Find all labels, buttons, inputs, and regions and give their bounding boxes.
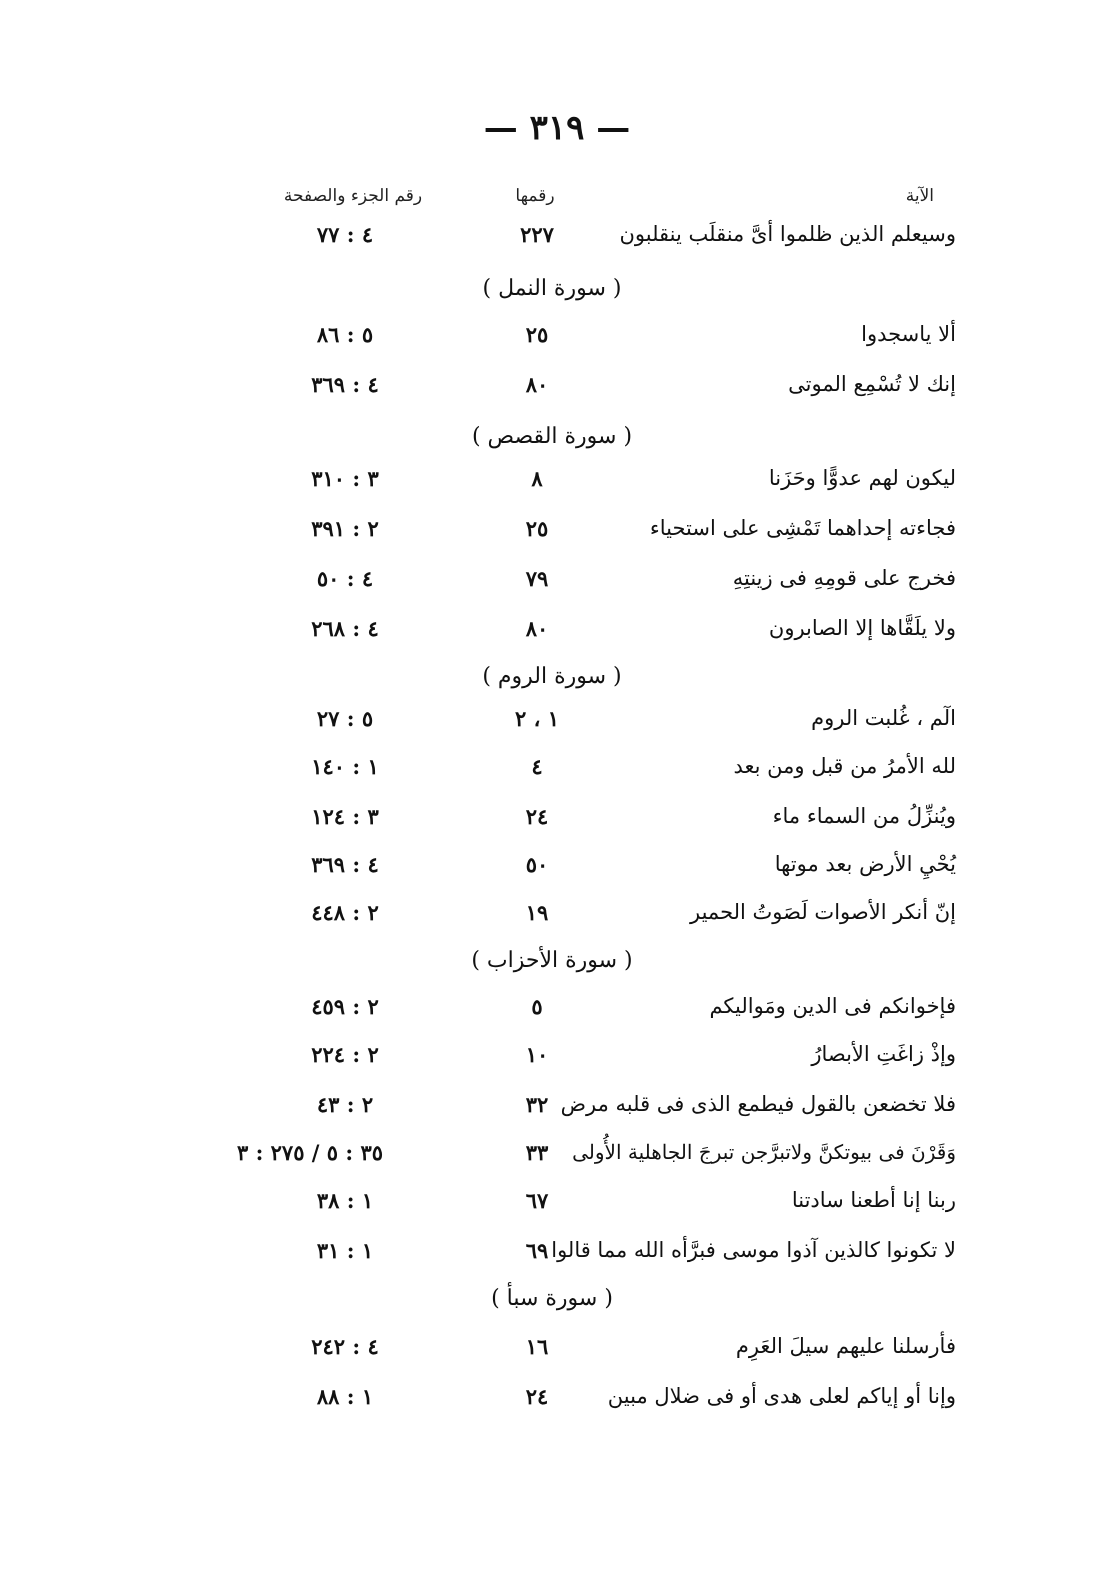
surah-title: ( سورة القصص ) [471, 424, 633, 449]
verse-number: ٦٩ [525, 1238, 549, 1263]
verse-number: ٢٢٧ [520, 222, 554, 247]
table-row [0, 516, 1114, 556]
header-number: رقمها [515, 186, 555, 206]
volume-page-reference: ٤ : ٣٦٩ [311, 852, 379, 877]
surah-heading [0, 664, 1114, 704]
volume-page-reference: ١ : ٣١ [316, 1238, 374, 1263]
volume-page-reference: ٢ : ٤٣ [316, 1092, 374, 1117]
surah-title: ( سورة النمل ) [482, 276, 622, 301]
verse-text: ولا يلَقَّاها إلا الصابرون [768, 616, 956, 640]
volume-page-reference: ٤ : ٢٦٨ [311, 616, 379, 641]
verse-text: لا تكونوا كالذين آذوا موسى فبرَّأه الله مما قالوا [551, 1238, 956, 1262]
verse-text: فخرج على قومِهِ فى زينتِهِ [732, 566, 956, 590]
volume-page-reference: ٤ : ٣٦٩ [311, 372, 379, 397]
volume-page-reference: ١ : ١٤٠ [311, 754, 379, 779]
surah-heading [0, 1286, 1114, 1326]
verse-number: ٨ [531, 466, 543, 491]
volume-page-reference: ٥ : ٨٦ [316, 322, 374, 347]
table-row [0, 1042, 1114, 1082]
verse-text: وَقَرْنَ فى بيوتكنَّ ولاتبرَّجن تبرجَ الجاهلية الأُولى [572, 1140, 956, 1164]
verse-number: ٨٠ [525, 616, 549, 641]
verse-number: ١٦ [525, 1334, 549, 1359]
page-number: — ٣١٩ — [483, 108, 631, 148]
surah-title: ( سورة الروم ) [482, 664, 622, 689]
table-row [0, 852, 1114, 892]
table-row [0, 754, 1114, 794]
surah-title: ( سورة سبأ ) [491, 1286, 613, 1311]
volume-page-reference: ١ : ٨٨ [316, 1384, 374, 1409]
verse-number: ٦٧ [525, 1188, 549, 1213]
volume-page-reference: ٣ : ١٢٤ [311, 804, 379, 829]
table-row [0, 466, 1114, 506]
surah-title: ( سورة الأحزاب ) [471, 948, 633, 973]
volume-page-reference: ٥ : ٢٧ [316, 706, 374, 731]
verse-text: فأرسلنا عليهم سيلَ العَرِم [735, 1334, 956, 1358]
verse-number: ٢٤ [525, 1384, 549, 1409]
verse-text: فلا تخضعن بالقول فيطمع الذى فى قلبه مرض [560, 1092, 956, 1116]
verse-number: ١ ، ٢ [515, 706, 559, 731]
table-row [0, 616, 1114, 656]
table-row [0, 566, 1114, 606]
verse-number: ٥٠ [525, 852, 549, 877]
verse-number: ٥ [531, 994, 543, 1019]
table-row [0, 804, 1114, 844]
surah-heading [0, 424, 1114, 464]
verse-text: لله الأمرُ من قبل ومن بعد [733, 754, 956, 778]
verse-number: ٣٣ [525, 1140, 549, 1165]
table-row [0, 706, 1114, 746]
table-row [0, 1188, 1114, 1228]
volume-page-reference: ٢ : ٤٥٩ [311, 994, 379, 1019]
verse-number: ٨٠ [525, 372, 549, 397]
volume-page-reference: ٣٥ : ٥ / ٢٧٥ : ٣ [236, 1140, 383, 1165]
verse-number: ٢٥ [525, 516, 549, 541]
volume-page-reference: ١ : ٣٨ [316, 1188, 374, 1213]
verse-number: ٤ [531, 754, 543, 779]
table-row [0, 994, 1114, 1034]
verse-number: ١٠ [525, 1042, 549, 1067]
verse-text: يُحْيِ الأرض بعد موتها [774, 852, 956, 876]
verse-text: ربنا إنا أطعنا سادتنا [791, 1188, 956, 1212]
volume-page-reference: ٢ : ٤٤٨ [311, 900, 379, 925]
table-row [0, 1334, 1114, 1374]
volume-page-reference: ٢ : ٢٢٤ [311, 1042, 379, 1067]
verse-text: ألا ياسجدوا [861, 322, 956, 346]
surah-heading [0, 276, 1114, 316]
verse-text: وإنا أو إياكم لعلى هدى أو فى ضلال مبين [607, 1384, 956, 1408]
verse-text: وسيعلم الذين ظلموا أىَّ منقلَب ينقلبون [619, 222, 956, 246]
verse-text: إنّ أنكر الأصوات لَصَوتُ الحمير [690, 900, 956, 924]
table-row [0, 1384, 1114, 1424]
verse-text: ليكون لهم عدوًّا وحَزَنا [768, 466, 956, 490]
volume-page-reference: ٢ : ٣٩١ [311, 516, 379, 541]
volume-page-reference: ٤ : ٢٤٢ [311, 1334, 379, 1359]
verse-text: فجاءته إحداهما تَمْشِى على استحياء [649, 516, 956, 540]
volume-page-reference: ٣ : ٣١٠ [311, 466, 379, 491]
volume-page-reference: ٤ : ٧٧ [316, 222, 374, 247]
table-row [0, 372, 1114, 412]
verse-number: ٢٥ [525, 322, 549, 347]
verse-text: إنك لا تُسْمِع الموتى [788, 372, 956, 396]
verse-number: ٧٩ [525, 566, 549, 591]
table-row [0, 322, 1114, 362]
table-row [0, 1140, 1114, 1180]
verse-text: ويُنزِّلُ من السماء ماء [772, 804, 956, 828]
verse-text: الٓم ، غُلبت الروم [811, 706, 956, 730]
volume-page-reference: ٤ : ٥٠ [316, 566, 374, 591]
verse-text: فإخوانكم فى الدين ومَواليكم [709, 994, 956, 1018]
verse-text: وإذْ زاغَتِ الأبصارُ [811, 1042, 956, 1066]
verse-number: ١٩ [525, 900, 549, 925]
verse-number: ٢٤ [525, 804, 549, 829]
surah-heading [0, 948, 1114, 988]
header-reference: رقم الجزء والصفحة [283, 186, 423, 206]
table-row [0, 900, 1114, 940]
table-row [0, 1238, 1114, 1278]
verse-number: ٣٢ [525, 1092, 549, 1117]
header-verse: الآية [905, 186, 934, 206]
table-row [0, 222, 1114, 262]
table-row [0, 1092, 1114, 1132]
